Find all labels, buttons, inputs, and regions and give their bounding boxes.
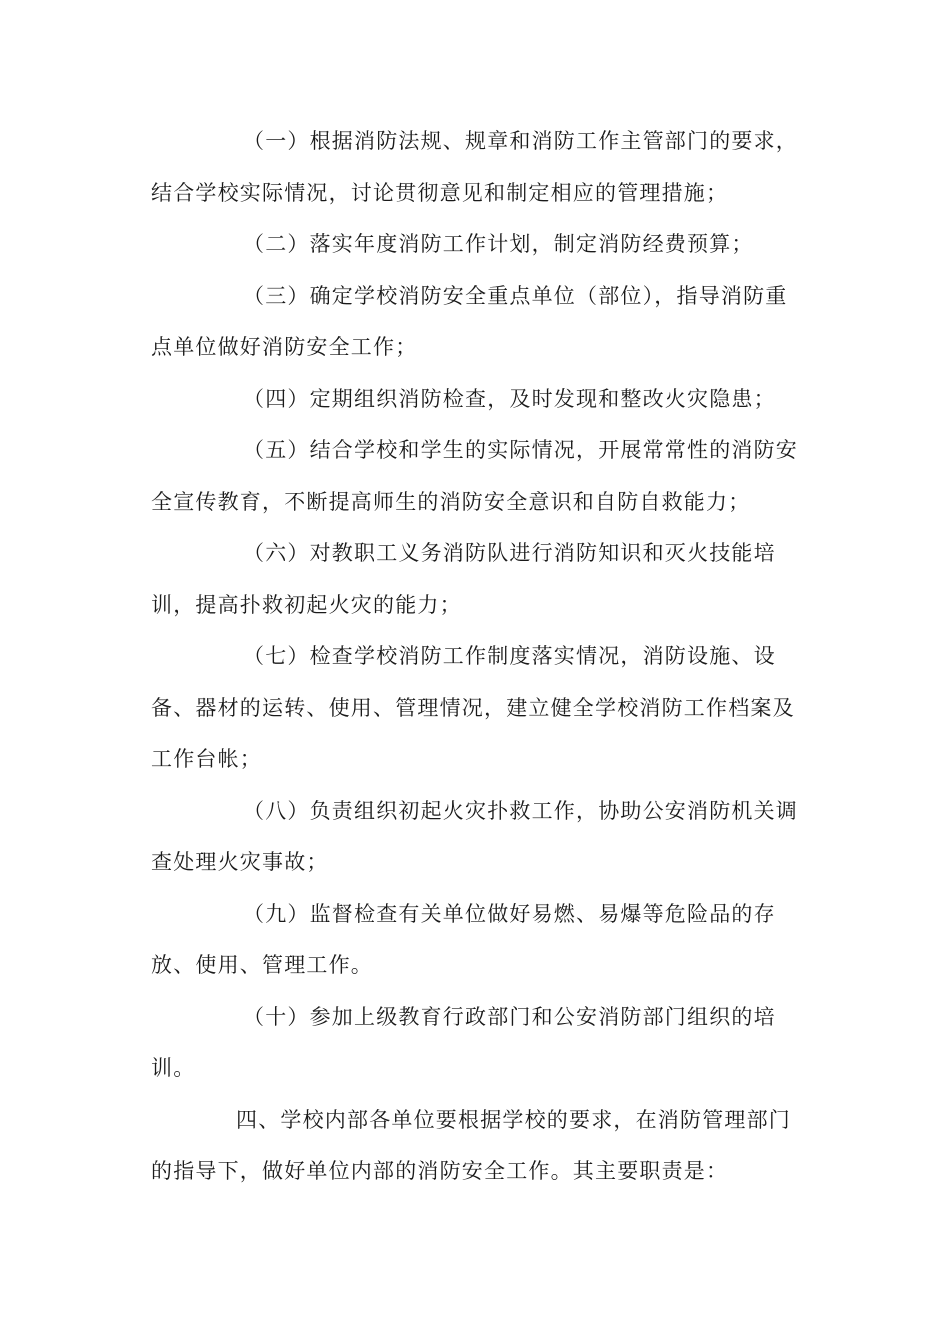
text-line: （五）结合学校和学生的实际情况，开展常常性的消防安 — [243, 438, 798, 462]
text-line: 工作台帐； — [151, 747, 262, 771]
text-line: 备、器材的运转、使用、管理情况，建立健全学校消防工作档案及 — [151, 695, 795, 720]
document-body — [151, 116, 806, 1198]
text-line: 的指导下，做好单位内部的消防安全工作。其主要职责是： — [151, 1159, 729, 1183]
text-line: （二）落实年度消防工作计划，制定消防经费预算； — [243, 232, 754, 256]
item-paragraph-6 — [151, 528, 806, 631]
text-line: 训。 — [151, 1056, 196, 1080]
text-line: （九）监督检查有关单位做好易燃、易爆等危险品的存 — [243, 901, 776, 926]
item-paragraph-1 — [151, 116, 806, 219]
text-line: 全宣传教育，不断提高师生的消防安全意识和自防自救能力； — [151, 489, 751, 514]
text-line: （四）定期组织消防检查，及时发现和整改火灾隐患； — [243, 386, 776, 411]
text-line: 四、学校内部各单位要根据学校的要求，在消防管理部门 — [236, 1107, 791, 1132]
section-paragraph-4 — [151, 1095, 806, 1198]
text-line: 放、使用、管理工作。 — [151, 953, 373, 977]
text-line: 点单位做好消防安全工作； — [151, 335, 418, 359]
text-line: （十）参加上级教育行政部门和公安消防部门组织的培 — [243, 1004, 776, 1029]
text-line: （一）根据消防法规、规章和消防工作主管部门的要求， — [243, 129, 798, 153]
item-paragraph-9 — [151, 889, 806, 992]
item-paragraph-7 — [151, 631, 806, 786]
text-line: 结合学校实际情况，讨论贯彻意见和制定相应的管理措施； — [151, 180, 729, 205]
item-paragraph-5 — [151, 425, 806, 528]
item-paragraph-4 — [151, 374, 806, 426]
item-paragraph-2 — [151, 219, 806, 271]
text-line: （三）确定学校消防安全重点单位（部位），指导消防重 — [243, 283, 788, 308]
text-line: （六）对教职工义务消防队进行消防知识和灭火技能培 — [243, 541, 776, 565]
item-paragraph-3 — [151, 271, 806, 374]
text-line: 训，提高扑救初起火灾的能力； — [151, 592, 462, 617]
text-line: 查处理火灾事故； — [151, 850, 329, 874]
item-paragraph-10 — [151, 992, 806, 1095]
text-line: （八）负责组织初起火灾扑救工作，协助公安消防机关调 — [243, 798, 798, 823]
text-line: （七）检查学校消防工作制度落实情况，消防设施、设 — [243, 644, 776, 668]
item-paragraph-8 — [151, 786, 806, 889]
